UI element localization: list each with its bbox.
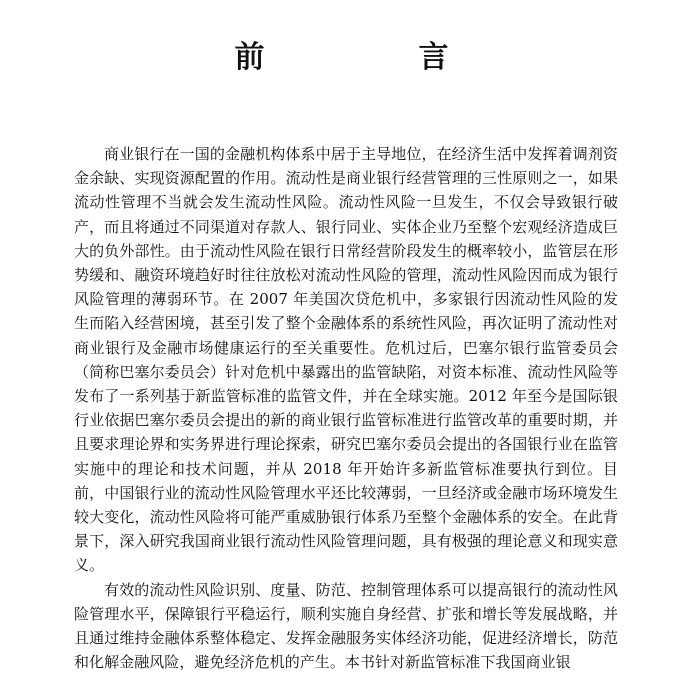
page-title: 前 言 <box>234 40 511 76</box>
preface-body <box>74 142 618 674</box>
paragraph-2: 有效的流动性风险识别、度量、防范、控制管理体系可以提高银行的流动性风险管理水平，保障银行平稳运行，顺利实施自身经营、扩张和增长等发展战略，并且通过维持金融体系整体稳定、发挥金融服务实体经济功能，促进经济增长，防范和化解金融风险，避免经济危机的产生。本书针对新监管标准下我国商业银 <box>74 580 618 672</box>
paragraph-1: 商业银行在一国的金融机构体系中居于主导地位，在经济生活中发挥着调剂资金余缺、实现资源配置的作用。流动性是商业银行经营管理的三性原则之一，如果流动性管理不当就会发生流动性风险。流动性风险一旦发生，不仅会导致银行破产，而且将通过不同渠道对存款人、银行同业、实体企业乃至整个宏观经济造成巨大的负外部性。由于流动性风险在银行日常经营阶段发生的概率较小，监管层在形势缓和、融资环境趋好时往往放松对流动性风险的管理，流动性风险因而成为银行风险管理的薄弱环节。在 2007 年美国次贷危机中，多家银行因流动性风险的发生而陷入经营困境，甚至引发了整个金融体系的系统性风险，再次证明了流动性对商业银行及金融市场健康运行的至关重要性。危机过后，巴塞尔银行监管委员会（简称巴塞尔委员会）针对危机中暴露出的监管缺陷，对资本标准、流动性风险等发布了一系列基于新监管标准的监管文件，并在全球实施。2012 年至今是国际银行业依据巴塞尔委员会提出的新的商业银行监管标准进行监管改革的重要时期，并且要求理论界和实务界进行理论探索，研究巴塞尔委员会提出的各国银行业在监管实施中的理论和技术问题，并从 2018 年开始许多新监管标准要执行到位。目前，中国银行业的流动性风险管理水平还比较薄弱，一旦经济或金融市场环境发生较大变化，流动性风险将可能严重威胁银行体系乃至整个金融体系的安全。在此背景下，深入研究我国商业银行流动性风险管理问题，具有极强的理论意义和现实意义。 <box>74 145 618 575</box>
